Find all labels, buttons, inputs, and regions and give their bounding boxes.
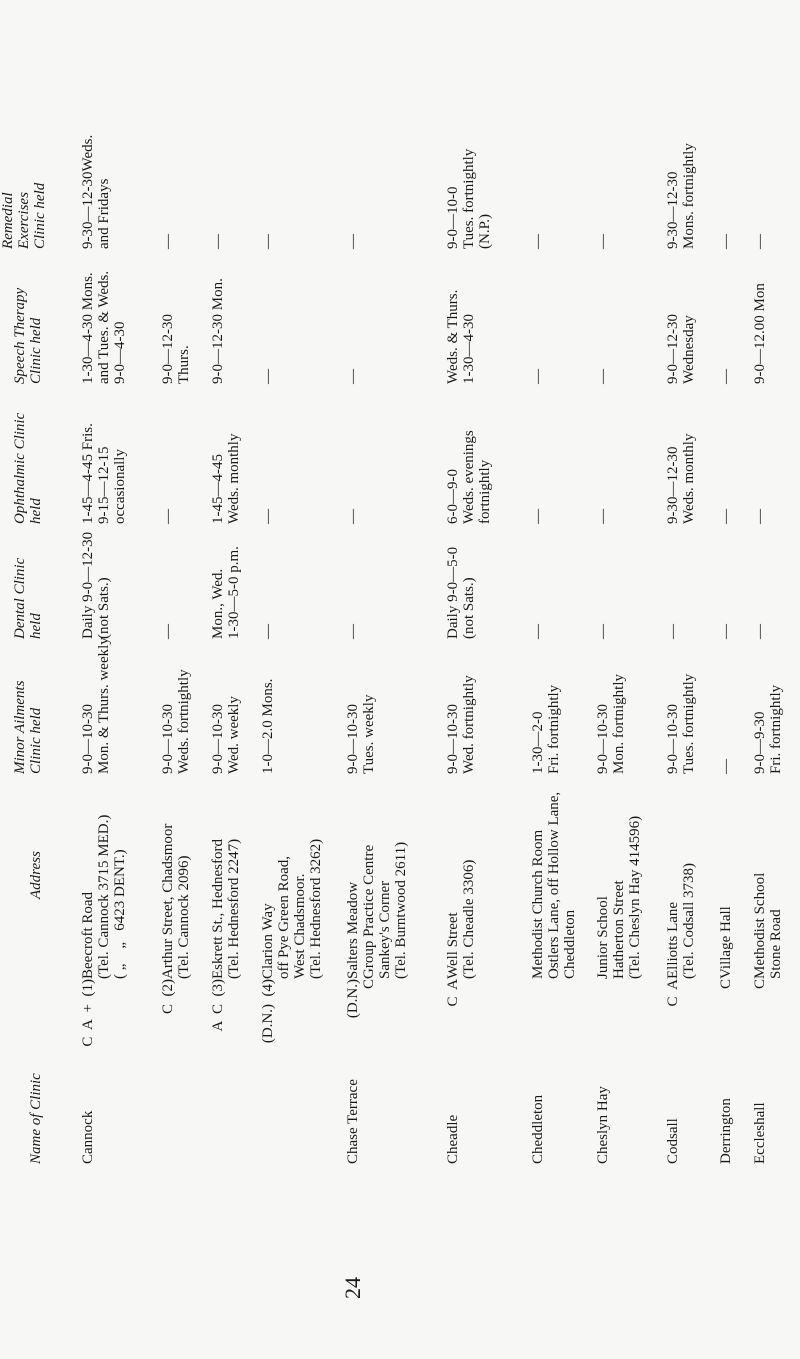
remedial-time: — (160, 234, 176, 249)
clinic-address: Elliotts Lane (Tel. Codsall 3738) (665, 862, 697, 979)
speech-therapy-time: 9-0—12.00 Mon (752, 283, 768, 384)
speech-therapy-time: 9-0—12-30 Thurs. (160, 314, 192, 384)
ophthalmic-time: 6-0—9-0 Weds. evenings fortnightly (445, 430, 493, 524)
ophthalmic-time: — (160, 509, 176, 524)
clinic-marks: C (718, 979, 734, 990)
speech-therapy-time: — (530, 369, 546, 384)
speech-therapy-time: — (718, 369, 734, 384)
clinic-marks: (D.N.) C (345, 979, 377, 1019)
clinic-name: Codsall (665, 1118, 681, 1164)
clinic-marks: C A + (1) (80, 979, 96, 1047)
minor-ailments-time: 9-0—10-30 Wed. fortnightly (445, 675, 477, 774)
remedial-time: — (752, 234, 768, 249)
dental-time: — (260, 624, 276, 639)
header-minor-ailments: Minor Ailments Clinic held (12, 680, 44, 774)
dental-time: — (160, 624, 176, 639)
ophthalmic-time: — (345, 509, 361, 524)
header-remedial-exercises: Remedial Exercises Clinic held (0, 182, 48, 249)
dental-time: — (665, 624, 681, 639)
remedial-time: — (345, 234, 361, 249)
speech-therapy-time: 1-30—4-30 Mons. and Tues. & Weds. 9-0—4-30 (80, 270, 128, 384)
clinic-address: Well Street (Tel. Cheadle 3306) (445, 859, 477, 979)
minor-ailments-time: — (718, 759, 734, 774)
clinic-name: Chase Terrace (345, 1079, 361, 1164)
speech-therapy-time: — (595, 369, 611, 384)
clinic-address: Clarion Way off Pye Green Road, West Chadsmoor. (Tel. Hednesford 3262) (260, 838, 324, 979)
minor-ailments-time: 9-0—10-30 Tues. weekly (345, 694, 377, 774)
clinic-marks: C (752, 979, 768, 990)
minor-ailments-time: 9-0—10-30 Mon. fortnightly (595, 674, 627, 774)
ophthalmic-time: 9-30—12-30 Weds. monthly (665, 433, 697, 524)
clinic-address: Village Hall (718, 906, 734, 979)
ophthalmic-time: — (260, 509, 276, 524)
remedial-time: — (260, 234, 276, 249)
clinic-name: Cheslyn Hay (595, 1086, 611, 1164)
remedial-time: 9-30—12-30 Mons. fortnightly (665, 143, 697, 249)
minor-ailments-time: 9-0—10-30 Wed. weekly (210, 696, 242, 774)
dental-time: — (752, 624, 768, 639)
ophthalmic-time: — (718, 509, 734, 524)
ophthalmic-time: — (530, 509, 546, 524)
clinic-name: Derrington (718, 1098, 734, 1164)
clinic-address: Salters Meadow Group Practice Centre Sankey's Corner (Tel. Burntwood 2611) (345, 841, 409, 979)
speech-therapy-time: 9-0—12-30 Mon. (210, 278, 226, 384)
ophthalmic-time: 1-45—4-45 Weds. monthly (210, 433, 242, 524)
dental-time: — (530, 624, 546, 639)
speech-therapy-time: — (345, 369, 361, 384)
clinic-address: Methodist Church Room Ostlers Lane, off Hollow Lane, Cheddleton (530, 791, 578, 979)
minor-ailments-time: 1-0—2.0 Mons. (260, 678, 276, 774)
header-speech-therapy: Speech Therapy Clinic held (12, 287, 44, 384)
clinic-name: Cannock (80, 1110, 96, 1164)
remedial-time: — (210, 234, 226, 249)
minor-ailments-time: 9-0—10-30 Mon. & Thurs. weekly (80, 637, 112, 774)
minor-ailments-time: 1-30—2-0 Fri. fortnightly (530, 684, 562, 774)
clinic-name: Eccleshall (752, 1102, 768, 1164)
clinic-name: Cheddleton (530, 1094, 546, 1164)
ophthalmic-time: — (752, 509, 768, 524)
remedial-time: 9-0—10-0 Tues. fortnightly (N.P.) (445, 148, 493, 249)
speech-therapy-time: Weds. & Thurs. 1-30—4-30 (445, 289, 477, 384)
clinic-marks: C A (445, 979, 461, 1007)
clinic-address: Junior School Hatherton Street (Tel. Cheslyn Hay 414596) (595, 815, 643, 979)
ophthalmic-time: — (595, 509, 611, 524)
remedial-time: — (595, 234, 611, 249)
speech-therapy-time: 9-0—12-30 Wednesday (665, 314, 697, 384)
header-address: Address (28, 851, 44, 899)
dental-time: Daily 9-0—12-30 (not Sats.) (80, 531, 112, 639)
remedial-time: — (718, 234, 734, 249)
header-name-of-clinic: Name of Clinic (28, 1073, 44, 1164)
minor-ailments-time: 9-0—10-30 Tues. fortnightly (665, 673, 697, 774)
dental-time: Mon., Wed. 1-30—5-0 p.m. (210, 546, 242, 639)
minor-ailments-time: 9-0—10-30 Weds. fortnightly (160, 669, 192, 774)
clinic-address: Eskrett St., Hednesford (Tel. Hednesford 2247) (210, 838, 242, 979)
clinic-marks: A C (3) (210, 979, 226, 1032)
ophthalmic-time: 1-45—4-45 Fris. 9-15—12-15 occasionally (80, 423, 128, 524)
clinic-address: Arthur Street, Chadsmoor (Tel. Cannock 2096) (160, 823, 192, 979)
header-ophthalmic-clinic: Ophthalmic Clinic held (12, 412, 44, 524)
clinic-name: Cheadle (445, 1114, 461, 1164)
clinic-address: Beecroft Road (Tel. Cannock 3715 MED.) ( „ „ 6423 DENT.) (80, 814, 128, 979)
remedial-time: 9-30—12-30Weds. and Fridays (80, 134, 112, 249)
dental-time: Daily 9-0—5-0 (not Sats.) (445, 546, 477, 639)
speech-therapy-time: — (260, 369, 276, 384)
page-number: 24 (340, 1277, 365, 1299)
dental-time: — (595, 624, 611, 639)
dental-time: — (345, 624, 361, 639)
header-dental-clinic: Dental Clinic held (12, 557, 44, 639)
clinic-address: Methodist School Stone Road (752, 872, 784, 979)
remedial-time: — (530, 234, 546, 249)
clinic-marks: C (2) (160, 979, 176, 1014)
clinic-marks: (D.N.) (4) (260, 979, 276, 1044)
dental-time: — (718, 624, 734, 639)
clinic-marks: C A (665, 979, 681, 1007)
minor-ailments-time: 9-0—9-30 Fri. fortnightly (752, 684, 784, 774)
